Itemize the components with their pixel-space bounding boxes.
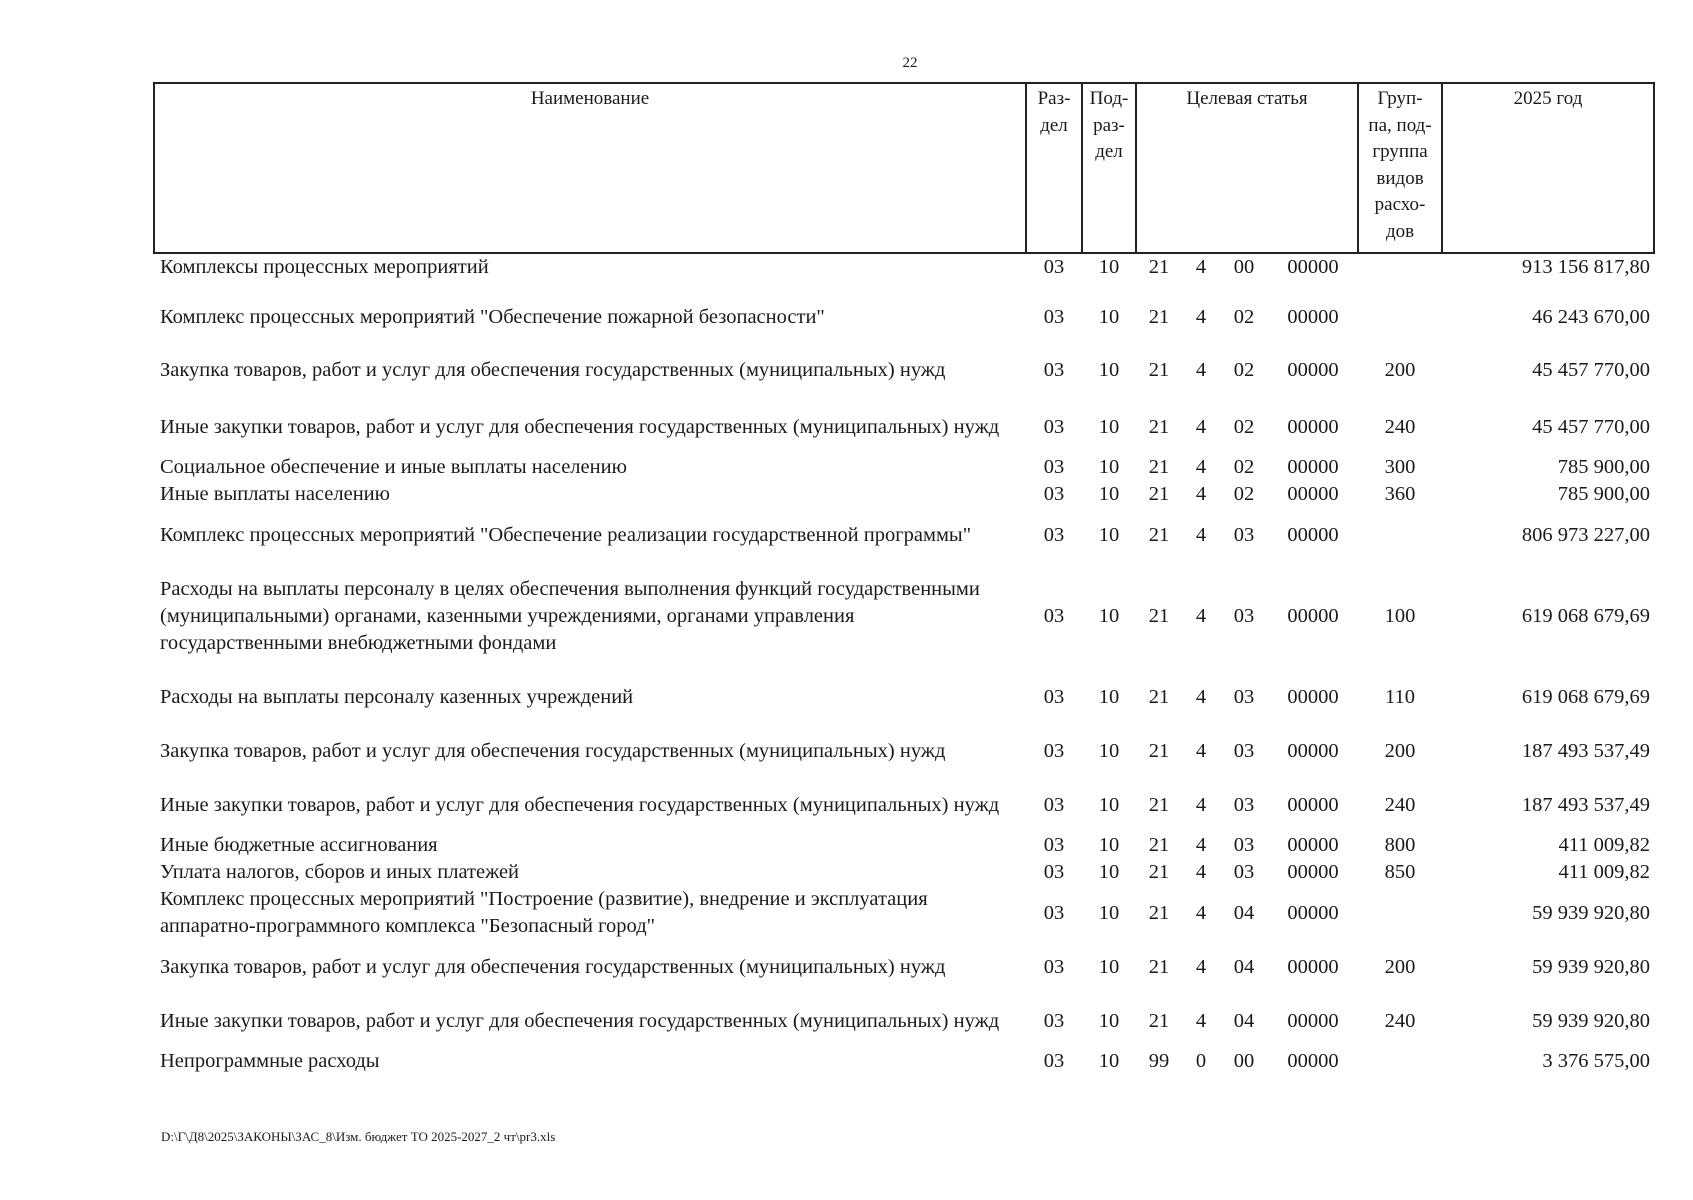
table-row bbox=[154, 859, 1654, 886]
cell-cs4: 00000 bbox=[1287, 1009, 1339, 1032]
cell-vr: 300 bbox=[1384, 456, 1416, 478]
cell-name: Иные закупки товаров, работ и услуг для обеспечения государственных (муниципальных) нужд bbox=[160, 1009, 1000, 1032]
cell-cs3: 00 bbox=[1233, 256, 1255, 278]
cell-vr bbox=[1358, 508, 1442, 562]
cell-razdel: 03 bbox=[1043, 685, 1065, 708]
cell-cs3: 03 bbox=[1233, 793, 1255, 816]
cell-amount: 411 009,82 bbox=[1558, 834, 1651, 856]
cell-podrazdel: 10 bbox=[1098, 955, 1120, 978]
cell-cs1: 21 bbox=[1148, 901, 1170, 924]
cell-cs2: 4 bbox=[1195, 739, 1207, 762]
cell-cs4: 00000 bbox=[1287, 793, 1339, 816]
cell-cs2: 4 bbox=[1195, 793, 1207, 816]
cell-cs3: 03 bbox=[1233, 685, 1255, 708]
cell-razdel: 03 bbox=[1043, 861, 1065, 883]
cell-amount: 3 376 575,00 bbox=[1542, 1050, 1651, 1072]
cell-razdel: 03 bbox=[1043, 456, 1065, 478]
cell-cs2: 0 bbox=[1195, 1050, 1207, 1072]
cell-cs3: 04 bbox=[1233, 955, 1255, 978]
cell-podrazdel: 10 bbox=[1098, 1050, 1120, 1072]
cell-cs1: 21 bbox=[1148, 358, 1170, 381]
cell-podrazdel: 10 bbox=[1098, 1009, 1120, 1032]
header-name: Наименование bbox=[154, 83, 1026, 253]
cell-cs1: 21 bbox=[1148, 739, 1170, 762]
cell-amount: 785 900,00 bbox=[1557, 483, 1651, 505]
table-row bbox=[154, 994, 1654, 1048]
cell-vr bbox=[1358, 253, 1442, 295]
cell-cs4: 00000 bbox=[1287, 861, 1339, 883]
cell-cs4: 00000 bbox=[1287, 955, 1339, 978]
cell-cs1: 21 bbox=[1148, 306, 1170, 328]
cell-cs1: 21 bbox=[1148, 834, 1170, 856]
cell-amount: 411 009,82 bbox=[1558, 861, 1651, 883]
cell-cs3: 03 bbox=[1233, 861, 1255, 883]
cell-cs1: 21 bbox=[1148, 456, 1170, 478]
cell-name: Расходы на выплаты персоналу казенных учреждений bbox=[160, 685, 634, 708]
cell-amount: 45 457 770,00 bbox=[1532, 358, 1651, 381]
table-row bbox=[154, 295, 1654, 340]
cell-name: Комплекс процессных мероприятий "Обеспечение пожарной безопасности" bbox=[160, 306, 825, 328]
cell-razdel: 03 bbox=[1043, 523, 1065, 546]
cell-podrazdel: 10 bbox=[1098, 483, 1120, 505]
cell-cs1: 21 bbox=[1148, 415, 1170, 438]
table-row bbox=[154, 253, 1654, 295]
cell-cs4: 00000 bbox=[1287, 901, 1339, 924]
cell-vr: 200 bbox=[1384, 358, 1416, 381]
cell-vr bbox=[1358, 886, 1442, 940]
cell-amount: 806 973 227,00 bbox=[1521, 523, 1651, 546]
table-row bbox=[154, 778, 1654, 832]
cell-podrazdel: 10 bbox=[1098, 456, 1120, 478]
cell-cs4: 00000 bbox=[1287, 604, 1339, 627]
cell-name: Уплата налогов, сборов и иных платежей bbox=[160, 861, 520, 883]
cell-cs3: 02 bbox=[1233, 456, 1255, 478]
cell-vr: 240 bbox=[1384, 1009, 1416, 1032]
budget-table bbox=[153, 82, 1655, 1088]
cell-podrazdel: 10 bbox=[1098, 901, 1120, 924]
cell-vr: 200 bbox=[1384, 739, 1416, 762]
cell-amount: 187 493 537,49 bbox=[1521, 793, 1651, 816]
cell-cs3: 03 bbox=[1233, 523, 1255, 546]
cell-razdel: 03 bbox=[1043, 834, 1065, 856]
cell-razdel: 03 bbox=[1043, 483, 1065, 505]
cell-cs3: 02 bbox=[1233, 483, 1255, 505]
cell-razdel: 03 bbox=[1043, 1050, 1065, 1072]
cell-razdel: 03 bbox=[1043, 739, 1065, 762]
file-path-footer: D:\Г\Д8\2025\ЗАКОНЫ\ЗАС_8\Изм. бюджет ТО 2025-2027_2 чт\pr3.xls bbox=[161, 1129, 556, 1144]
cell-cs1: 21 bbox=[1148, 955, 1170, 978]
cell-cs2: 4 bbox=[1195, 483, 1207, 505]
cell-name: Расходы на выплаты персоналу в целях обеспечения выполнения функций государственными (муниципальными) органами, казенными учреждениями, органами управления государственными внебюджетными фондами bbox=[160, 577, 980, 654]
cell-name: Комплексы процессных мероприятий bbox=[160, 256, 489, 278]
cell-name: Закупка товаров, работ и услуг для обеспечения государственных (муниципальных) нужд bbox=[160, 955, 946, 978]
cell-amount: 59 939 920,80 bbox=[1532, 901, 1651, 924]
cell-amount: 619 068 679,69 bbox=[1521, 685, 1651, 708]
cell-name: Иные закупки товаров, работ и услуг для обеспечения государственных (муниципальных) нужд bbox=[160, 793, 1000, 816]
cell-vr: 850 bbox=[1384, 861, 1416, 883]
cell-razdel: 03 bbox=[1043, 256, 1065, 278]
cell-cs3: 02 bbox=[1233, 358, 1255, 381]
cell-vr: 100 bbox=[1384, 604, 1416, 627]
cell-amount: 785 900,00 bbox=[1557, 456, 1651, 478]
cell-cs1: 99 bbox=[1148, 1050, 1170, 1072]
cell-amount: 45 457 770,00 bbox=[1532, 415, 1651, 438]
cell-vr: 240 bbox=[1384, 793, 1416, 816]
table-row bbox=[154, 832, 1654, 859]
cell-cs1: 21 bbox=[1148, 685, 1170, 708]
cell-name: Иные бюджетные ассигнования bbox=[160, 834, 438, 856]
cell-cs4: 00000 bbox=[1287, 523, 1339, 546]
cell-name: Комплекс процессных мероприятий "Обеспечение реализации государственной программы" bbox=[160, 523, 972, 546]
table-row bbox=[154, 1048, 1654, 1088]
cell-cs1: 21 bbox=[1148, 793, 1170, 816]
cell-cs3: 02 bbox=[1233, 415, 1255, 438]
cell-cs2: 4 bbox=[1195, 861, 1207, 883]
cell-podrazdel: 10 bbox=[1098, 358, 1120, 381]
cell-podrazdel: 10 bbox=[1098, 793, 1120, 816]
cell-razdel: 03 bbox=[1043, 415, 1065, 438]
table-row bbox=[154, 400, 1654, 454]
cell-name: Комплекс процессных мероприятий "Построение (развитие), внедрение и эксплуатация аппаратно-программного комплекса "Безопасный город" bbox=[160, 888, 928, 937]
cell-razdel: 03 bbox=[1043, 901, 1065, 924]
cell-podrazdel: 10 bbox=[1098, 256, 1120, 278]
table-row bbox=[154, 508, 1654, 562]
table-header bbox=[154, 83, 1654, 253]
cell-podrazdel: 10 bbox=[1098, 739, 1120, 762]
cell-cs4: 00000 bbox=[1287, 685, 1339, 708]
page-number: 22 bbox=[902, 55, 918, 71]
header-section: Раз- дел bbox=[1026, 83, 1082, 253]
cell-cs4: 00000 bbox=[1287, 358, 1339, 381]
header-expense-group: Груп- па, под- группа видов расхо- дов bbox=[1358, 83, 1442, 253]
cell-razdel: 03 bbox=[1043, 793, 1065, 816]
table-row bbox=[154, 454, 1654, 481]
table-row bbox=[154, 340, 1654, 400]
cell-cs2: 4 bbox=[1195, 415, 1207, 438]
cell-razdel: 03 bbox=[1043, 1009, 1065, 1032]
cell-cs4: 00000 bbox=[1287, 1050, 1339, 1072]
cell-amount: 59 939 920,80 bbox=[1532, 955, 1651, 978]
cell-podrazdel: 10 bbox=[1098, 685, 1120, 708]
cell-vr: 240 bbox=[1384, 415, 1416, 438]
cell-cs3: 03 bbox=[1233, 739, 1255, 762]
cell-razdel: 03 bbox=[1043, 358, 1065, 381]
cell-cs4: 00000 bbox=[1287, 483, 1339, 505]
cell-cs2: 4 bbox=[1195, 358, 1207, 381]
cell-vr: 800 bbox=[1384, 834, 1416, 856]
cell-podrazdel: 10 bbox=[1098, 834, 1120, 856]
table-row bbox=[154, 940, 1654, 994]
cell-cs2: 4 bbox=[1195, 604, 1207, 627]
cell-cs2: 4 bbox=[1195, 256, 1207, 278]
cell-cs3: 03 bbox=[1233, 604, 1255, 627]
cell-cs4: 00000 bbox=[1287, 834, 1339, 856]
cell-cs2: 4 bbox=[1195, 685, 1207, 708]
cell-cs2: 4 bbox=[1195, 901, 1207, 924]
header-target-article: Целевая статья bbox=[1136, 83, 1358, 253]
cell-cs4: 00000 bbox=[1287, 415, 1339, 438]
table-body bbox=[154, 253, 1654, 1088]
cell-vr: 360 bbox=[1384, 483, 1416, 505]
cell-cs3: 03 bbox=[1233, 834, 1255, 856]
cell-cs1: 21 bbox=[1148, 523, 1170, 546]
cell-cs2: 4 bbox=[1195, 1009, 1207, 1032]
table-row bbox=[154, 886, 1654, 940]
cell-name: Иные выплаты населению bbox=[160, 483, 390, 505]
cell-vr bbox=[1358, 1048, 1442, 1088]
table-row bbox=[154, 562, 1654, 670]
cell-cs4: 00000 bbox=[1287, 306, 1339, 328]
cell-cs3: 02 bbox=[1233, 306, 1255, 328]
header-subsection: Под- раз- дел bbox=[1082, 83, 1136, 253]
cell-amount: 46 243 670,00 bbox=[1532, 306, 1651, 328]
cell-vr: 110 bbox=[1385, 685, 1416, 708]
cell-cs1: 21 bbox=[1148, 256, 1170, 278]
cell-cs4: 00000 bbox=[1287, 456, 1339, 478]
cell-name: Закупка товаров, работ и услуг для обеспечения государственных (муниципальных) нужд bbox=[160, 739, 946, 762]
cell-razdel: 03 bbox=[1043, 955, 1065, 978]
cell-cs2: 4 bbox=[1195, 306, 1207, 328]
cell-cs1: 21 bbox=[1148, 483, 1170, 505]
cell-razdel: 03 bbox=[1043, 604, 1065, 627]
cell-cs2: 4 bbox=[1195, 955, 1207, 978]
cell-podrazdel: 10 bbox=[1098, 861, 1120, 883]
cell-podrazdel: 10 bbox=[1098, 306, 1120, 328]
cell-razdel: 03 bbox=[1043, 306, 1065, 328]
cell-cs2: 4 bbox=[1195, 523, 1207, 546]
cell-cs2: 4 bbox=[1195, 456, 1207, 478]
table-row bbox=[154, 481, 1654, 508]
cell-name: Социальное обеспечение и иные выплаты населению bbox=[160, 456, 627, 478]
cell-name: Непрограммные расходы bbox=[160, 1050, 380, 1072]
table-row bbox=[154, 670, 1654, 724]
cell-cs3: 04 bbox=[1233, 901, 1255, 924]
cell-amount: 619 068 679,69 bbox=[1521, 604, 1651, 627]
cell-cs4: 00000 bbox=[1287, 256, 1339, 278]
cell-name: Закупка товаров, работ и услуг для обеспечения государственных (муниципальных) нужд bbox=[160, 358, 946, 381]
cell-cs1: 21 bbox=[1148, 1009, 1170, 1032]
cell-podrazdel: 10 bbox=[1098, 415, 1120, 438]
cell-vr: 200 bbox=[1384, 955, 1416, 978]
cell-podrazdel: 10 bbox=[1098, 604, 1120, 627]
cell-amount: 187 493 537,49 bbox=[1521, 739, 1651, 762]
cell-cs1: 21 bbox=[1148, 861, 1170, 883]
header-year: 2025 год bbox=[1442, 83, 1654, 253]
table-row bbox=[154, 724, 1654, 778]
cell-podrazdel: 10 bbox=[1098, 523, 1120, 546]
cell-cs1: 21 bbox=[1148, 604, 1170, 627]
cell-cs2: 4 bbox=[1195, 834, 1207, 856]
cell-cs4: 00000 bbox=[1287, 739, 1339, 762]
cell-name: Иные закупки товаров, работ и услуг для обеспечения государственных (муниципальных) нужд bbox=[160, 415, 1000, 438]
cell-amount: 913 156 817,80 bbox=[1521, 256, 1651, 278]
cell-vr bbox=[1358, 295, 1442, 340]
cell-cs3: 00 bbox=[1233, 1050, 1255, 1072]
cell-cs3: 04 bbox=[1233, 1009, 1255, 1032]
cell-amount: 59 939 920,80 bbox=[1532, 1009, 1651, 1032]
